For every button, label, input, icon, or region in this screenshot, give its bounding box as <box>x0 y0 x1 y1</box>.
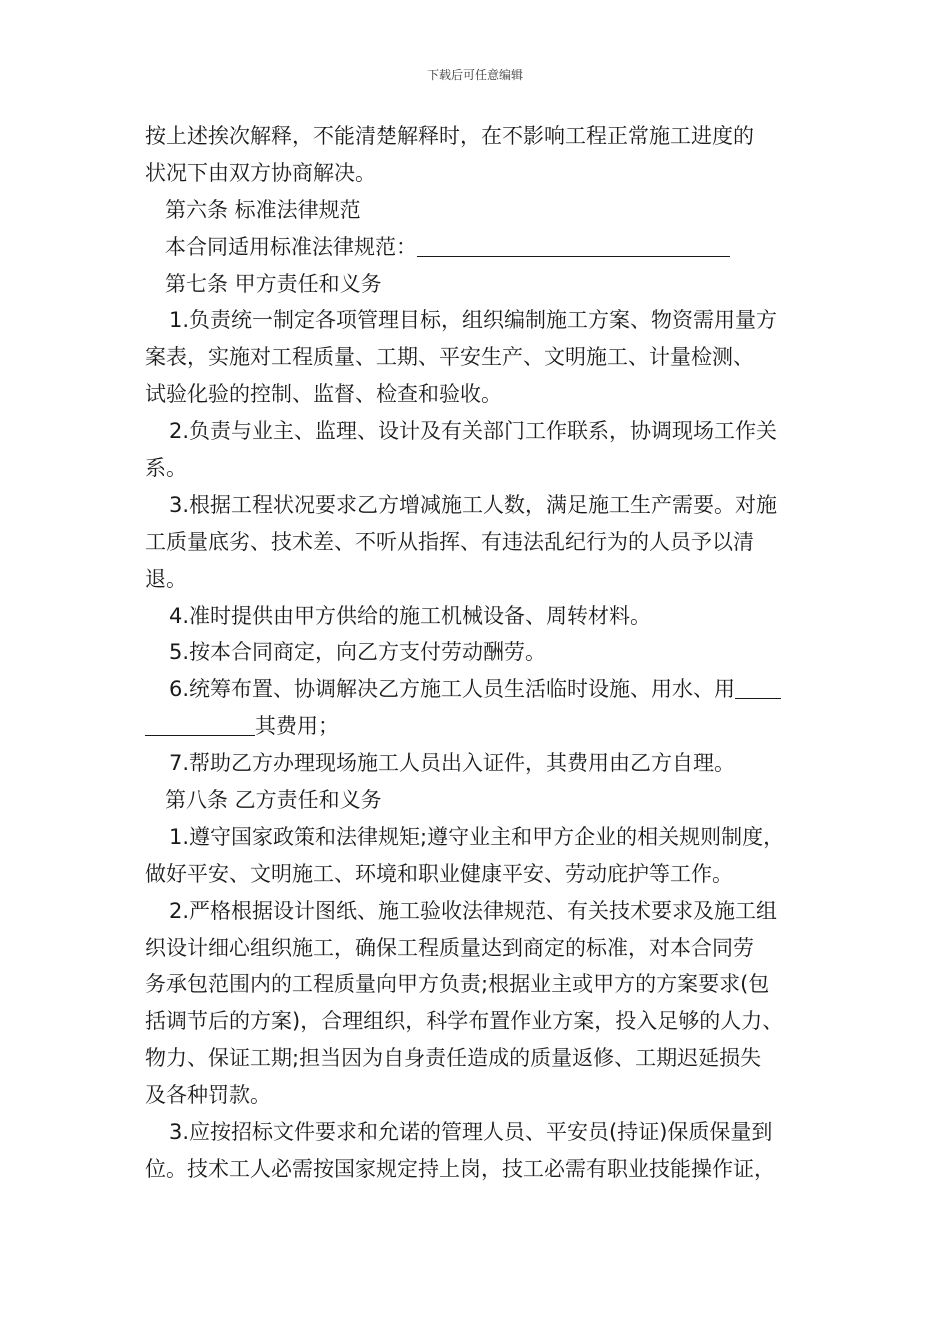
text-line: 织设计细心组织施工，确保工程质量达到商定的标准，对本合同劳 <box>145 935 754 960</box>
text-line: 5.按本合同商定，向乙方支付劳动酬劳。 <box>169 640 547 665</box>
text-line: 1.负责统一制定各项管理目标，组织编制施工方案、物资需用量方 <box>169 308 778 333</box>
text-line <box>145 708 815 745</box>
text-line: 务承包范围内的工程质量向甲方负责;根据业主或甲方的方案要求(包 <box>145 972 770 997</box>
cost-label: 其费用； <box>255 714 339 739</box>
document-body <box>145 118 815 1188</box>
text-line: 4.准时提供由甲方供给的施工机械设备、周转材料。 <box>169 603 652 628</box>
text-line <box>145 229 815 266</box>
text-line: 试验化验的控制、监督、检查和验收。 <box>145 382 502 407</box>
text-line: 系。 <box>145 456 187 481</box>
text-line: 案表，实施对工程质量、工期、平安生产、文明施工、计量检测、 <box>145 345 754 370</box>
text-line <box>145 671 815 708</box>
text-line: 括调节后的方案)，合理组织，科学布置作业方案，投入足够的人力、 <box>145 1009 784 1034</box>
section-heading-7: 第七条 甲方责任和义务 <box>165 271 382 296</box>
text-line: 按上述挨次解释，不能清楚解释时，在不影响工程正常施工进度的 <box>145 124 754 148</box>
applicable-law-blank <box>417 232 730 257</box>
text-line: 2.严格根据设计图纸、施工验收法律规范、有关技术要求及施工组 <box>169 898 778 923</box>
utilities-blank-continued <box>145 711 255 736</box>
text-line: 及各种罚款。 <box>145 1083 271 1108</box>
text-line: 物力、保证工期;担当因为自身责任造成的质量返修、工期迟延损失 <box>145 1046 762 1071</box>
text-line: 状况下由双方协商解决。 <box>145 160 376 185</box>
text-line: 3.应按招标文件要求和允诺的管理人员、平安员(持证)保质保量到 <box>169 1120 773 1145</box>
text-line: 2.负责与业主、监理、设计及有关部门工作联系，协调现场工作关 <box>169 419 778 444</box>
text-line: 工质量底劣、技术差、不听从指挥、有违法乱纪行为的人员予以清 <box>145 529 754 554</box>
text-line: 做好平安、文明施工、环境和职业健康平安、劳动庇护等工作。 <box>145 861 733 886</box>
text-line: 位。技术工人必需按国家规定持上岗，技工必需有职业技能操作证， <box>145 1156 775 1181</box>
utilities-blank <box>735 674 781 699</box>
text-line: 退。 <box>145 566 187 591</box>
section-heading-8: 第八条 乙方责任和义务 <box>165 788 382 813</box>
applicable-law-label: 本合同适用标准法律规范： <box>165 234 417 259</box>
text-line: 7.帮助乙方办理现场施工人员出入证件，其费用由乙方自理。 <box>169 751 736 776</box>
utilities-label: 6.统筹布置、协调解决乙方施工人员生活临时设施、用水、用 <box>169 677 736 702</box>
section-heading-6: 第六条 标准法律规范 <box>165 197 361 222</box>
page-header: 下载后可任意编辑 <box>426 68 523 82</box>
text-line: 3.根据工程状况要求乙方增减施工人数，满足施工生产需要。对施 <box>169 492 778 517</box>
text-line: 1.遵守国家政策和法律规矩;遵守业主和甲方企业的相关规则制度， <box>169 824 785 849</box>
